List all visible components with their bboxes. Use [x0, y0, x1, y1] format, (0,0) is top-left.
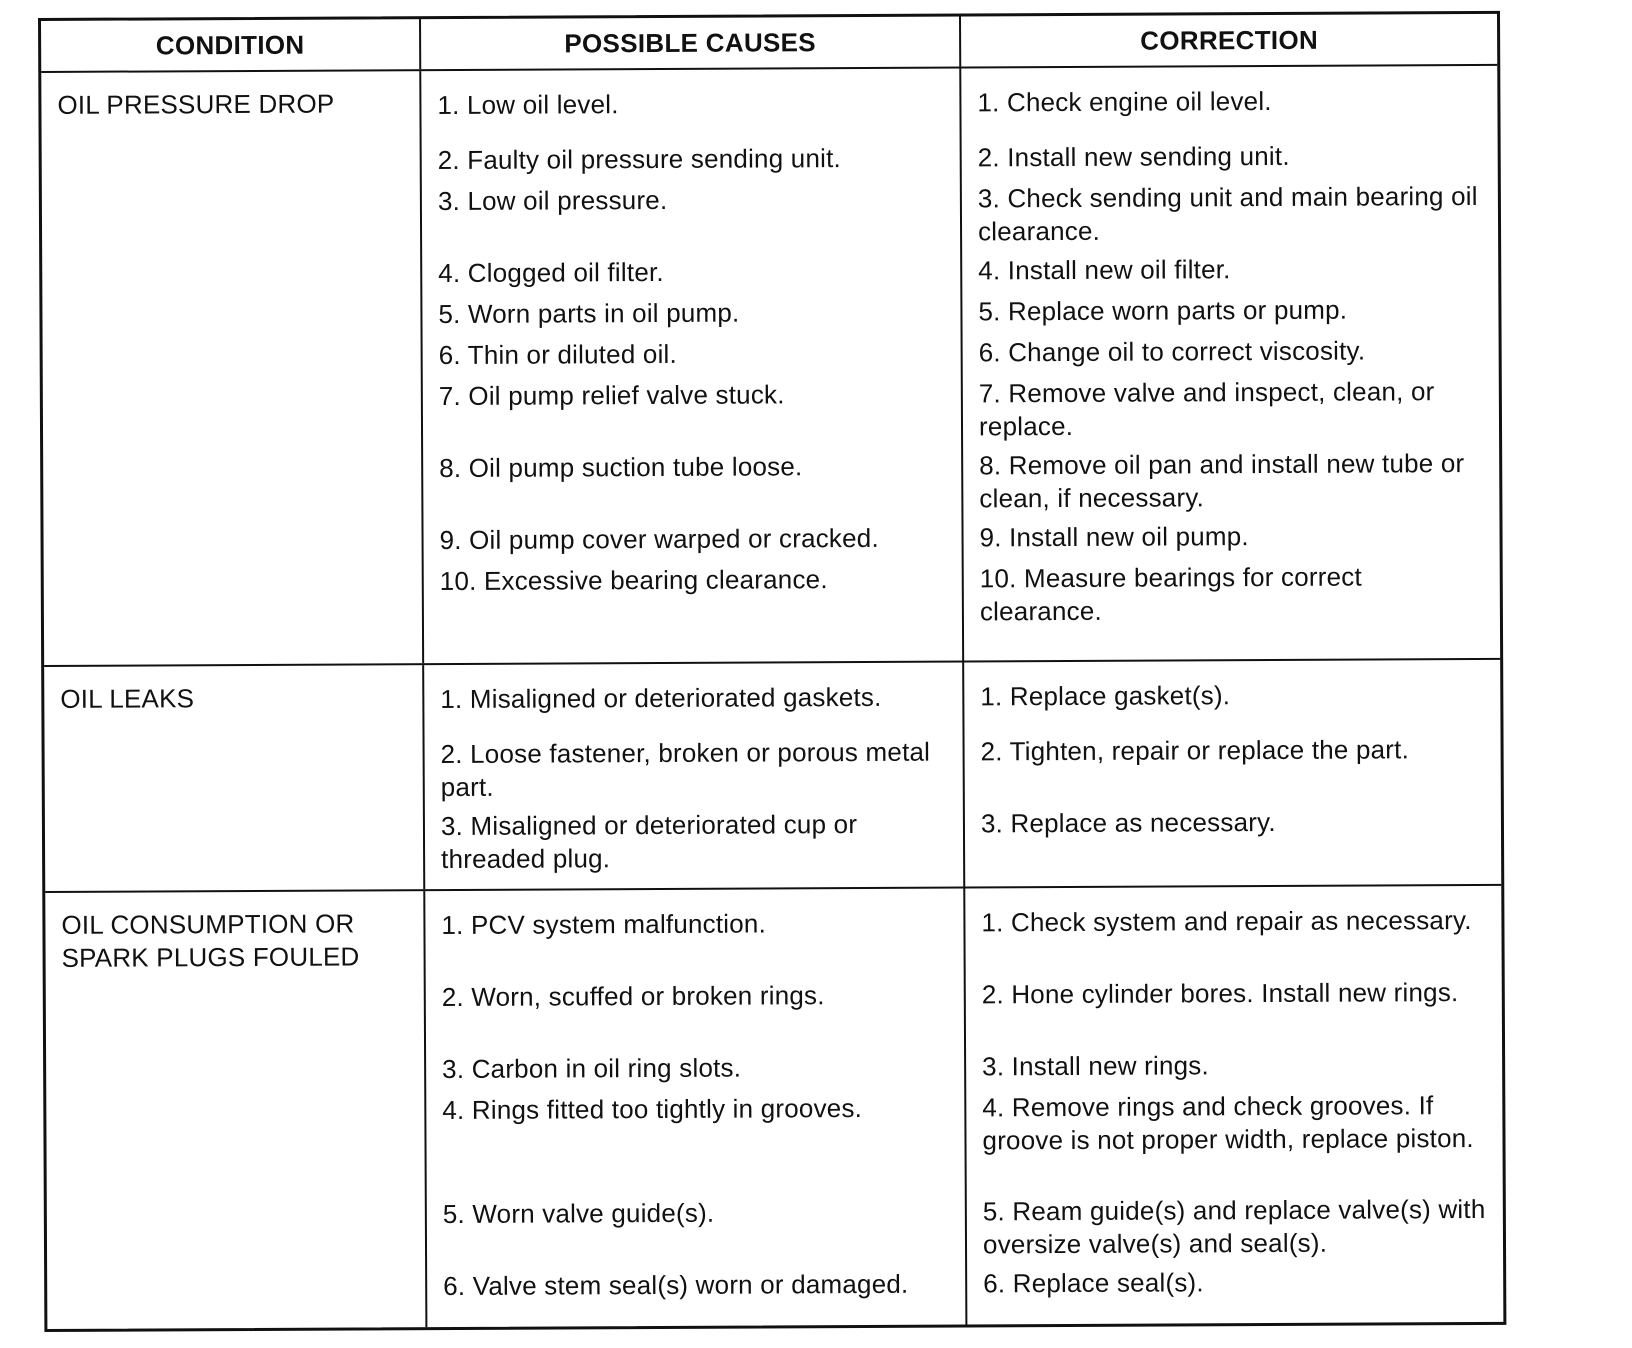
- table-row: [45, 886, 1503, 1329]
- correction-item: 2. Install new sending unit.: [977, 140, 1290, 173]
- cause-item: 6. Valve stem seal(s) worn or damaged.: [443, 1268, 909, 1302]
- correction-item: 4. Install new oil filter.: [978, 254, 1231, 286]
- cause-item: 8. Oil pump suction tube loose.: [439, 451, 803, 484]
- corrections-cell: [965, 886, 1503, 1325]
- cause-item: 4. Rings fitted too tightly in grooves.: [442, 1092, 863, 1126]
- condition-cell: [41, 71, 424, 665]
- cause-item: 2. Loose fastener, broken or porous metal part.: [440, 736, 931, 803]
- cause-item: 3. Carbon in oil ring slots.: [442, 1052, 742, 1085]
- cause-item: 1. Low oil level.: [437, 89, 619, 121]
- cause-item: 3. Misaligned or deteriorated cup or threaded plug.: [440, 809, 858, 875]
- cause-item: 5. Worn parts in oil pump.: [438, 297, 740, 330]
- condition-label: OIL LEAKS: [60, 683, 195, 714]
- correction-item: 3. Check sending unit and main bearing oil clearance.: [977, 180, 1478, 247]
- correction-item: 5. Ream guide(s) and replace valve(s) with oversize valve(s) and seal(s).: [982, 1193, 1486, 1260]
- causes-cell: [425, 888, 967, 1327]
- cause-item: 2. Worn, scuffed or broken rings.: [441, 980, 825, 1013]
- cause-item: 2. Faulty oil pressure sending unit.: [437, 143, 841, 176]
- cause-item: 9. Oil pump cover warped or cracked.: [439, 522, 879, 556]
- correction-item: 2. Tighten, repair or replace the part.: [980, 734, 1410, 767]
- table-row: [41, 66, 1500, 667]
- correction-item: 6. Change oil to correct viscosity.: [978, 335, 1366, 368]
- cause-item: 10. Excessive bearing clearance.: [439, 564, 828, 597]
- correction-item: 3. Install new rings.: [982, 1050, 1209, 1082]
- cause-item: 3. Low oil pressure.: [437, 184, 668, 217]
- cause-item: 6. Thin or diluted oil.: [438, 338, 677, 371]
- correction-item: 1. Replace gasket(s).: [980, 680, 1231, 712]
- causes-cell: [424, 662, 965, 889]
- cause-item: 1. Misaligned or deteriorated gaskets.: [440, 681, 882, 715]
- header-correction: CORRECTION: [1140, 24, 1319, 56]
- condition-label: OIL PRESSURE DROP: [57, 88, 335, 120]
- correction-item: 9. Install new oil pump.: [979, 521, 1249, 553]
- condition-cell: [45, 891, 427, 1329]
- table-row: [44, 660, 1501, 893]
- correction-item: 10. Measure bearings for correct clearance.: [979, 561, 1362, 627]
- correction-item: 3. Replace as necessary.: [980, 806, 1276, 839]
- correction-item: 4. Remove rings and check grooves. If groove is not proper width, replace piston.: [982, 1090, 1474, 1156]
- corrections-cell: [961, 66, 1500, 661]
- correction-item: 6. Replace seal(s).: [983, 1267, 1204, 1299]
- correction-item: 7. Remove valve and inspect, clean, or replace.: [978, 376, 1435, 442]
- cause-item: 1. PCV system malfunction.: [441, 908, 767, 941]
- header-condition: CONDITION: [41, 19, 421, 71]
- table-header-row: [41, 14, 1497, 73]
- troubleshooting-table: [38, 11, 1506, 1332]
- correction-item: 2. Hone cylinder bores. Install new rings.: [981, 977, 1459, 1010]
- causes-cell: [421, 68, 964, 663]
- cause-item: 7. Oil pump relief valve stuck.: [438, 379, 785, 412]
- condition-cell: [44, 665, 425, 891]
- correction-item: 5. Replace worn parts or pump.: [978, 294, 1348, 327]
- condition-label: OIL CONSUMPTION OR SPARK PLUGS FOULED: [61, 908, 360, 973]
- corrections-cell: [964, 660, 1501, 887]
- correction-item: 8. Remove oil pan and install new tube or clean, if necessary.: [979, 448, 1465, 514]
- cause-item: 4. Clogged oil filter.: [438, 256, 664, 289]
- header-possible-causes: POSSIBLE CAUSES: [421, 16, 961, 69]
- correction-item: 1. Check engine oil level.: [977, 85, 1272, 118]
- cause-item: 5. Worn valve guide(s).: [442, 1197, 715, 1230]
- correction-item: 1. Check system and repair as necessary.: [981, 905, 1472, 938]
